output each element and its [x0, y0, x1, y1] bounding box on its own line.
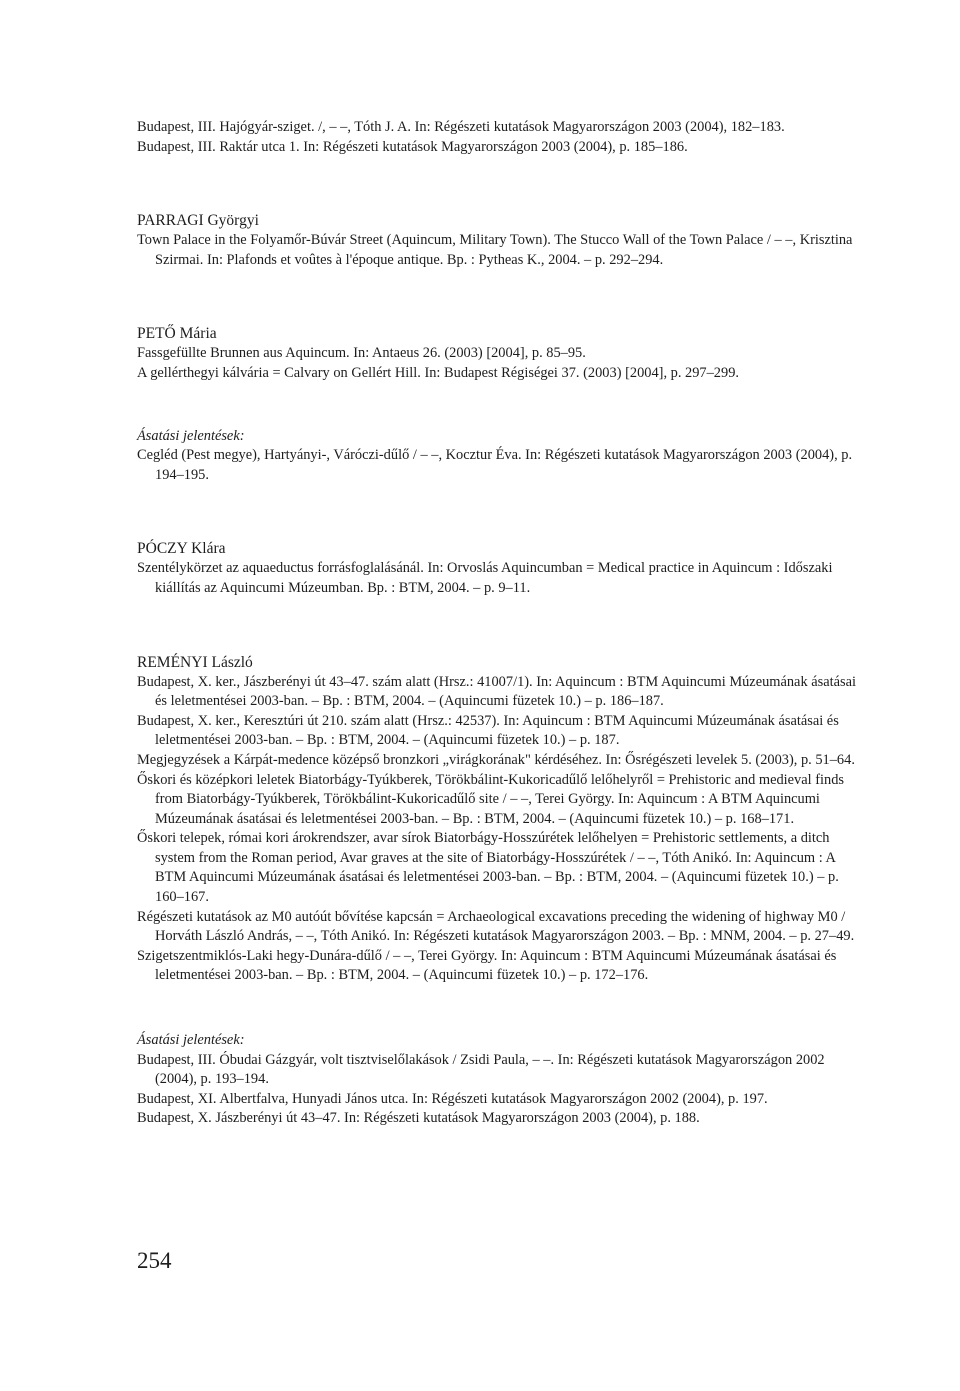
spacer: [137, 400, 857, 411]
bibliography-entry: Szigetszentmiklós-Laki hegy-Dunára-dűlő / – –, Terei György. In: Aquincum : BTM Aquincumi Múzeumának ásatásai és leletmentései 2003-ban. – Bp. : BTM, 2004. – (Aquincumi füzetek 10.) – p. 172–176.: [137, 947, 837, 984]
bibliography-entry: Budapest, X. ker., Keresztúri út 210. szám alatt (Hrsz.: 42537). In: Aquincum : BTM Aquincumi Múzeumának ásatásai és leletmentései 2003-ban. – Bp. : BTM, 2004. – (Aquincumi füzetek 10.) – p. 187.: [137, 712, 839, 749]
bibliography-entry: Őskori telepek, római kori árokrendszer, avar sírok Biatorbágy-Hosszúrétek lelőhelyen = Prehistoric settlements, a ditch system from the Roman period, Avar graves at the site of Biatorbágy-Hosszúrétek / – –, Tóth Anikó. In: Aquincum : A BTM Aquincumi Múzeumának ásatásai és leletmentései 2003-ban. – Bp. : BTM, 2004. – (Aquincumi füzetek 10.) – p. 160–167.: [137, 830, 839, 906]
spacer: [137, 173, 857, 195]
spacer: [137, 1002, 857, 1015]
bibliography-entry: Cegléd (Pest megye), Hartyányi-, Váróczi-dűlő / – –, Kocztur Éva. In: Régészeti kutatások Magyarországon 2003 (2004), p. 194–195.: [137, 447, 853, 483]
author-heading: PETŐ Mária: [137, 325, 217, 343]
bibliography-entry: Őskori és középkori leletek Biatorbágy-Tyúkberek, Törökbálint-Kukoricadűlő lelőhelyről = Prehistoric and medieval finds from Biatorbágy-Tyúkberek, Törökbálint-Kukoricadűlő site / – –, Terei György. In: Aquincum : A BTM Aquincumi Múzeumának ásatásai és leletmentései 2003-ban. – Bp. : BTM, 2004. – (Aquincumi füzetek 10.) – p. 168–171.: [137, 771, 844, 827]
bibliography-entry: A gellérthegyi kálvária = Calvary on Gellért Hill. In: Budapest Régiségei 37. (2003) [2004], p. 297–299.: [137, 364, 739, 381]
bibliography-entry: Budapest, III. Hajógyár-sziget. /, – –, Tóth J. A. In: Régészeti kutatások Magyarországon 2003 (2004), 182–183.: [137, 119, 785, 135]
bibliography-entry: Régészeti kutatások az M0 autóút bővítése kapcsán = Archaeological excavations preceding the widening of highway M0 / Horváth László András, – –, Tóth Anikó. In: Régészeti kutatások Magyarországon 2003. – Bp. : MNM, 2004. – p. 27–49.: [137, 908, 855, 945]
bibliography-entry: Szentélykörzet az aquaeductus forrásfoglalásánál. In: Orvoslás Aquincumban = Medical practice in Aquincum : Időszaki kiállítás az Aquincumi Múzeumban. Bp. : BTM, 2004. – p. 9–11.: [137, 560, 833, 596]
page-number: 254: [137, 1248, 172, 1273]
bibliography-entry: Budapest, III. Óbudai Gázgyár, volt tisztviselőlakások / Zsidi Paula, – –. In: Régészeti kutatások Magyarországon 2002 (2004), p. 193–194.: [137, 1051, 825, 1088]
bibliography-entry: Megjegyzések a Kárpát-medence középső bronzkori „virágkorának" kérdéséhez. In: Ősrégészeti levelek 5. (2003), p. 51–64.: [137, 751, 855, 768]
author-heading: REMÉNYI László: [137, 653, 253, 671]
author-heading: PARRAGI Györgyi: [137, 212, 259, 230]
bibliography-entry: Budapest, III. Raktár utca 1. In: Régészeti kutatások Magyarországon 2003 (2004), p. 185–186.: [137, 138, 688, 155]
bibliography-entry: Budapest, XI. Albertfalva, Hunyadi János utca. In: Régészeti kutatások Magyarországon 2002 (2004), p. 197.: [137, 1090, 768, 1107]
section-subheading: Ásatási jelentések:: [137, 1032, 245, 1049]
bibliography-entry: Budapest, X. Jászberényi út 43–47. In: Régészeti kutatások Magyarországon 2003 (2004), p. 188.: [137, 1110, 700, 1127]
bibliography-entry: Town Palace in the Folyamőr-Búvár Street (Aquincum, Military Town). The Stucco Wall of the Town Palace / – –, Krisztina Szirmai. In: Plafonds et voûtes à l'époque antique. Bp. : Pytheas K., 2004. – p. 292–294.: [137, 232, 853, 268]
bibliography-column: [137, 118, 857, 1129]
section-subheading: Ásatási jelentések:: [137, 427, 245, 444]
spacer: [137, 501, 857, 523]
bibliography-entry: Budapest, X. ker., Jászberényi út 43–47. szám alatt (Hrsz.: 41007/1). In: Aquincum : BTM Aquincumi Múzeumának ásatásai és leletmentései 2003-ban. – Bp. : BTM, 2004. – (Aquincumi füzetek 10.) – p. 186–187.: [137, 673, 856, 710]
author-heading: PÓCZY Klára: [137, 540, 226, 558]
bibliography-entry: Fassgefüllte Brunnen aus Aquincum. In: Antaeus 26. (2003) [2004], p. 85–95.: [137, 345, 586, 362]
spacer: [137, 615, 857, 637]
spacer: [137, 286, 857, 308]
